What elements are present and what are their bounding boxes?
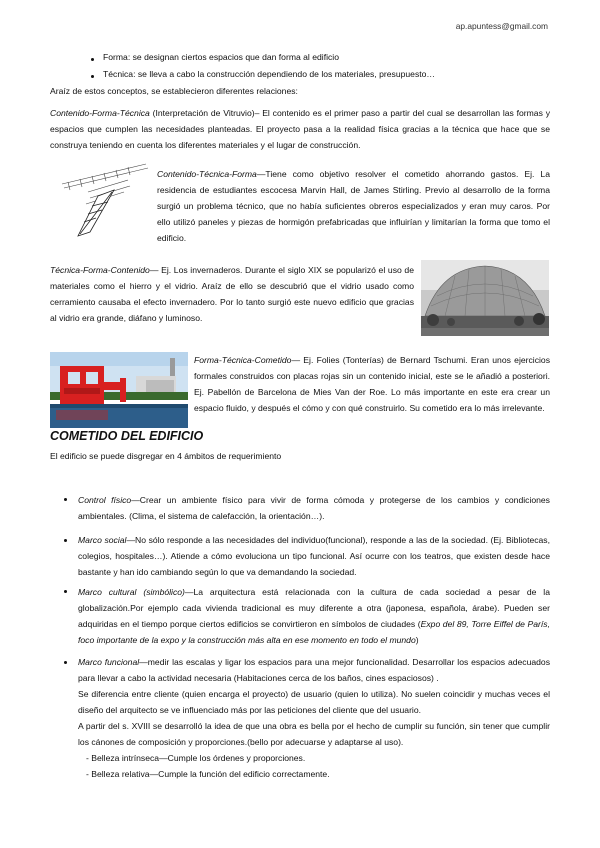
- term-tecnica-forma-contenido: Técnica-Forma-Contenido: [50, 265, 150, 275]
- bullet-dot: [91, 75, 94, 78]
- text-marco-cultural: —La arquitectura está relacionada con la cultura de cada sociedad a pesar de la globalización.Por ejemplo cada vivienda tradicional es muy diferente a otra (japonesa, española, árabe). Pueden ser adquiridas en el tiempo porque ciertos edificios se convirtieron en símbolos de ciudades (: [78, 587, 550, 629]
- term-marco-cultural: Marco cultural (simbólico): [78, 587, 185, 597]
- intro-bullet-forma: Forma: se designan ciertos espacios que dan forma al edificio: [103, 52, 339, 62]
- bullet-dot: [64, 539, 67, 542]
- term-contenido-forma-tecnica: Contenido-Forma-Técnica: [50, 108, 150, 118]
- paragraph-contenido-tecnica-forma: [157, 166, 550, 246]
- term-control-fisico: Control físico: [78, 495, 132, 505]
- term-marco-funcional: Marco funcional: [78, 657, 140, 667]
- paragraph-forma-tecnica-cometido: [194, 352, 550, 416]
- item-control-fisico: [78, 492, 550, 524]
- header-email: ap.apuntess@gmail.com: [455, 21, 548, 31]
- text-forma-tecnica-cometido: — Ej. Folies (Tonterías) de Bernard Tschumi. Eran unos ejercicios formales construidos con placas rojas sin un contenido inicial, este se le añadió a posteriori. Ej. Pabellón de Barcelona de Mies Van der Roe. Lo más importante en este era crear un espacio fluido, y después el cómo y con qué construirlo. Su cometido era lo más irrelevante.: [194, 355, 550, 413]
- text-control-fisico: —Crear un ambiente físico para vivir de forma cómoda y protegerse de los cambios y condiciones ambientales. (Clima, el sistema de calefacción, la orientación…).: [78, 495, 550, 521]
- item-marco-funcional: [78, 654, 550, 686]
- belleza-intrinseca: - Belleza intrínseca—Cumple los órdenes y proporciones.: [86, 753, 306, 763]
- text-tecnica-forma-contenido: — Ej. Los invernaderos. Durante el siglo XIX se popularizó el uso de materiales como el hierro y el vidrio. Araíz de ello se descubrió que el vidrio usado como cerramiento causaba el efecto invernadero. Por lo tanto surgió este nuevo edificio que gracias al vidrio era grande, diáfano y luminoso.: [50, 265, 414, 323]
- term-contenido-tecnica-forma: Contenido-Técnica-Forma: [157, 169, 257, 179]
- folies-tschumi-photo: [50, 352, 188, 428]
- close-paren: ): [415, 635, 419, 645]
- text-contenido-forma-tecnica: (Interpretación de Vitruvio)– El contenido es el primer paso a partir del cual se desarrollan las formas y espacios que cumplen las necesidades planteadas. El proyecto pasa a la realidad física gracias a la técnica que hace que se construya teniendo en cuenta los diferentes materiales y el lugar de construcción.: [50, 108, 550, 150]
- belleza-relativa: - Belleza relativa—Cumple la función del edificio correctamente.: [86, 769, 330, 779]
- text-contenido-tecnica-forma: —Tiene como objetivo resolver el cometido ahorrando gastos. Ej. La residencia de estudiantes escocesa Marvin Hall, de James Stirling. Previo al desarrollo de la forma surgió un problema técnico, que no había suficientes obreros especializados y eran muy caros. Por ello utilizó paneles y piezas de hormigón prefabricadas que influirían y limitarían la forma que tomo el edificio.: [157, 169, 550, 243]
- bullet-dot: [64, 661, 67, 664]
- marco-funcional-para2: Se diferencia entre cliente (quien encarga el proyecto) de usuario (quien lo utiliza). No suelen coincidir y muchas veces el diseño del arquitecto se ve influenciado más por las peticiones del cliente que del usuario.: [78, 689, 550, 715]
- bullet-dot: [91, 58, 94, 61]
- text-marco-social: —No sólo responde a las necesidades del individuo(funcional), responde a las de la sociedad. (Ej. Bibliotecas, colegios, hospitales…). Atiende a cómo evoluciona un tipo funcional. Así ocurre con los teatros, que existen desde hace bastante y han ido cambiando según lo que va demandando la sociedad.: [78, 535, 550, 577]
- term-marco-social: Marco social: [78, 535, 127, 545]
- intro-line: Araíz de estos conceptos, se establecieron diferentes relaciones:: [50, 86, 298, 96]
- paragraph-tecnica-forma-contenido: [50, 262, 414, 326]
- section-intro: El edificio se puede disgregar en 4 ámbitos de requerimiento: [50, 451, 282, 461]
- term-forma-tecnica-cometido: Forma-Técnica-Cometido: [194, 355, 292, 365]
- bullet-dot: [64, 590, 67, 593]
- greenhouse-photo: [421, 260, 549, 336]
- item-marco-social: [78, 532, 550, 580]
- bullet-dot: [64, 498, 67, 501]
- section-title: COMETIDO DEL EDIFICIO: [50, 429, 204, 443]
- paragraph-contenido-forma-tecnica: [50, 105, 550, 153]
- marvin-hall-sketch-image: [58, 162, 150, 238]
- examples-marco-cultural: Expo del 89, Torre Eiffel de París, foco importante de la expo y la construcción más alta en ese momento en todo el mundo: [78, 619, 550, 645]
- intro-bullet-tecnica: Técnica: se lleva a cabo la construcción dependiendo de los materiales, presupuesto…: [103, 69, 436, 79]
- marco-funcional-para3: A partir del s. XVIII se desarrolló la idea de que una obra es bella por el hecho de cumplir su función, sin tener que cumplir los cánones de composición y proporciones.(bello por adecuarse y adaptarse al uso).: [78, 721, 550, 747]
- item-marco-cultural: [78, 584, 550, 648]
- text-marco-funcional: —medir las escalas y ligar los espacios para una mejor funcionalidad. Desarrollar los espacios adecuados para llevar a cabo la actividad necesaria (Habitaciones cerca de los baños, cines espaciosos) .: [78, 657, 550, 683]
